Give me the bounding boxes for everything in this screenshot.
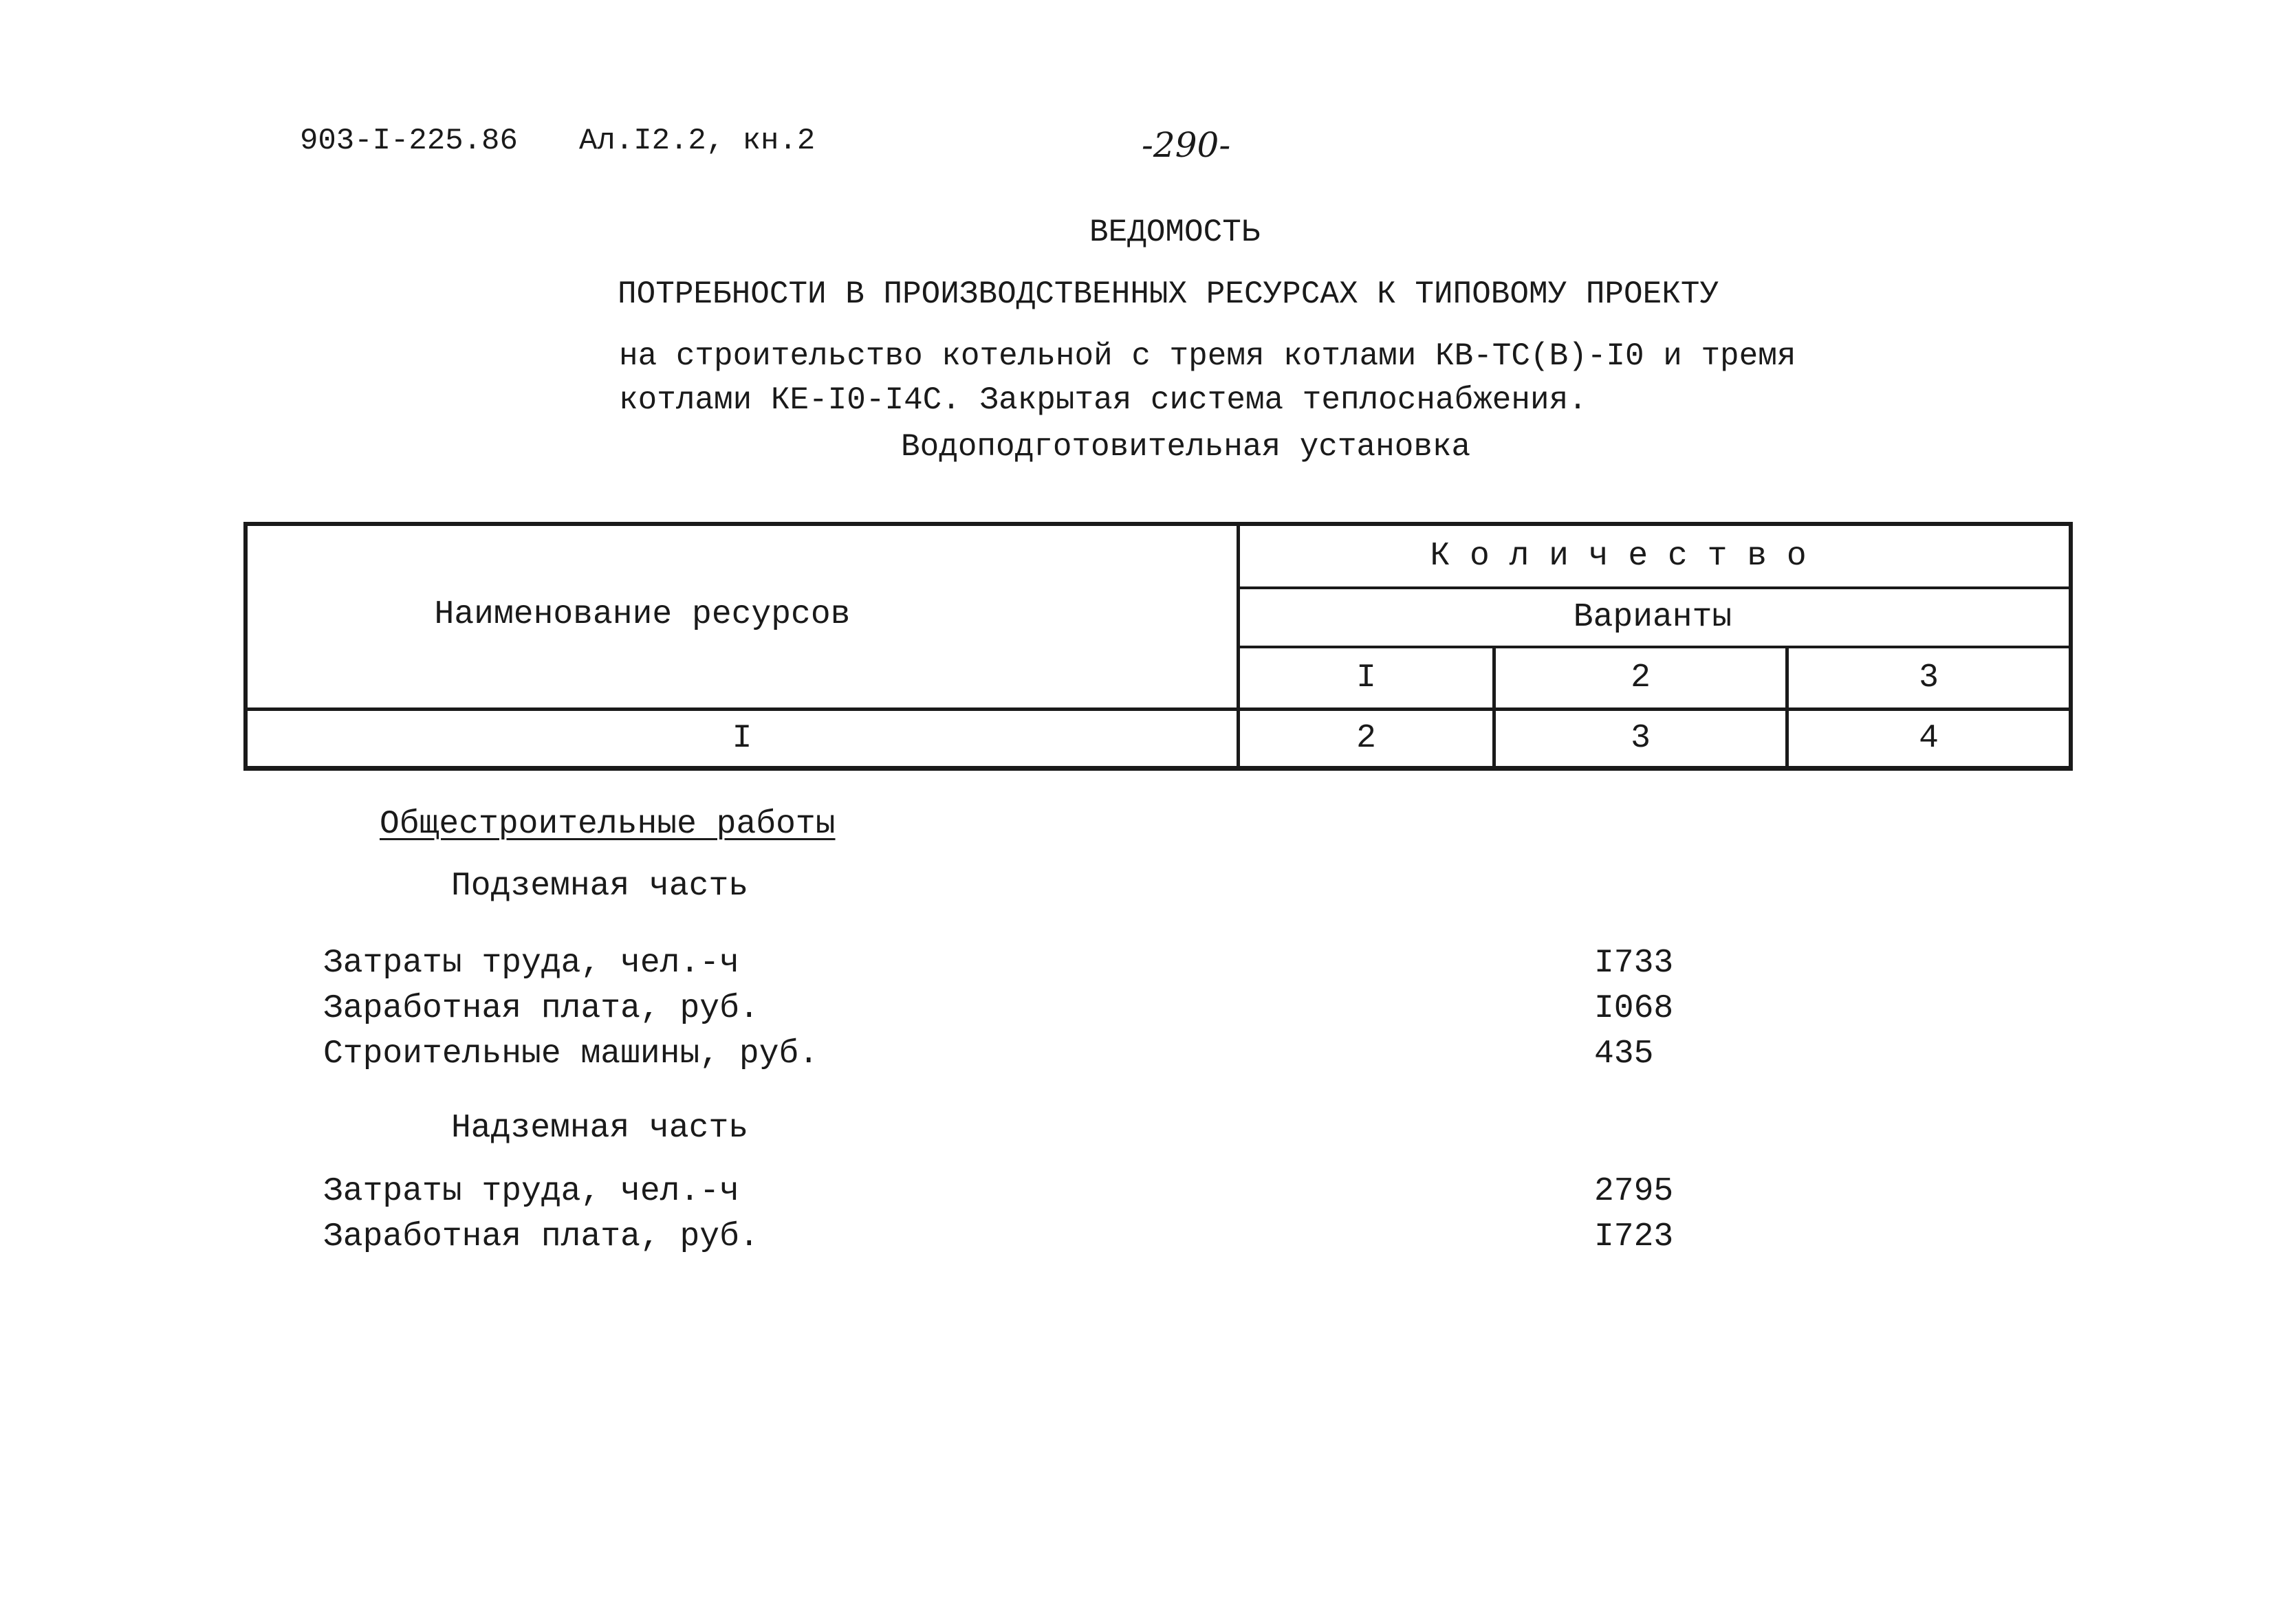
variant-label-2: 2 — [1631, 659, 1651, 696]
row-label: Строительные машины, руб. — [323, 1035, 819, 1073]
row-value: I733 — [1594, 945, 1674, 982]
subsection-title: Надземная часть — [451, 1110, 749, 1147]
variant-label-1: I — [1356, 659, 1376, 696]
project-description-line-1: на строительство котельной с тремя котлами КВ-ТС(В)-I0 и тремя — [619, 338, 1796, 374]
row-value: I723 — [1594, 1218, 1674, 1255]
document-subtitle: ПОТРЕБНОСТИ В ПРОИЗВОДСТВЕННЫХ РЕСУРСАХ К ТИПОВОМУ ПРОЕКТУ — [618, 276, 1719, 312]
column-number-4: 4 — [1919, 720, 1939, 757]
row-value: 2795 — [1594, 1173, 1674, 1210]
column-number-3: 3 — [1631, 720, 1651, 757]
resource-table — [243, 522, 2073, 771]
album-reference: Ал.I2.2, кн.2 — [579, 124, 816, 158]
document-title: ВЕДОМОСТЬ — [1089, 215, 1261, 250]
section-title: Общестроительные работы — [380, 806, 836, 843]
column-header-variants: Варианты — [1573, 599, 1732, 636]
project-description-line-2: котлами КЕ-I0-I4С. Закрытая система теплоснабжения. — [619, 382, 1587, 418]
row-label: Заработная плата, руб. — [323, 990, 759, 1027]
variant-label-3: 3 — [1919, 659, 1939, 696]
column-header-quantity: К о л и ч е с т в о — [1430, 538, 1807, 575]
page-number: -290- — [1142, 125, 1231, 165]
installation-name: Водоподготовительная установка — [901, 429, 1471, 465]
row-label: Затраты труда, чел.-ч — [323, 1173, 739, 1210]
column-number-1: I — [732, 720, 752, 757]
row-label: Заработная плата, руб. — [323, 1218, 759, 1255]
row-value: 435 — [1594, 1035, 1654, 1073]
table-border-bottom — [243, 766, 2073, 771]
column-number-2: 2 — [1356, 720, 1376, 757]
document-code: 903-I-225.86 — [300, 124, 518, 158]
row-label: Затраты труда, чел.-ч — [323, 945, 739, 982]
column-header-resource-name: Наименование ресурсов — [434, 596, 851, 633]
subsection-title: Подземная часть — [451, 868, 749, 905]
row-value: I068 — [1594, 990, 1674, 1027]
